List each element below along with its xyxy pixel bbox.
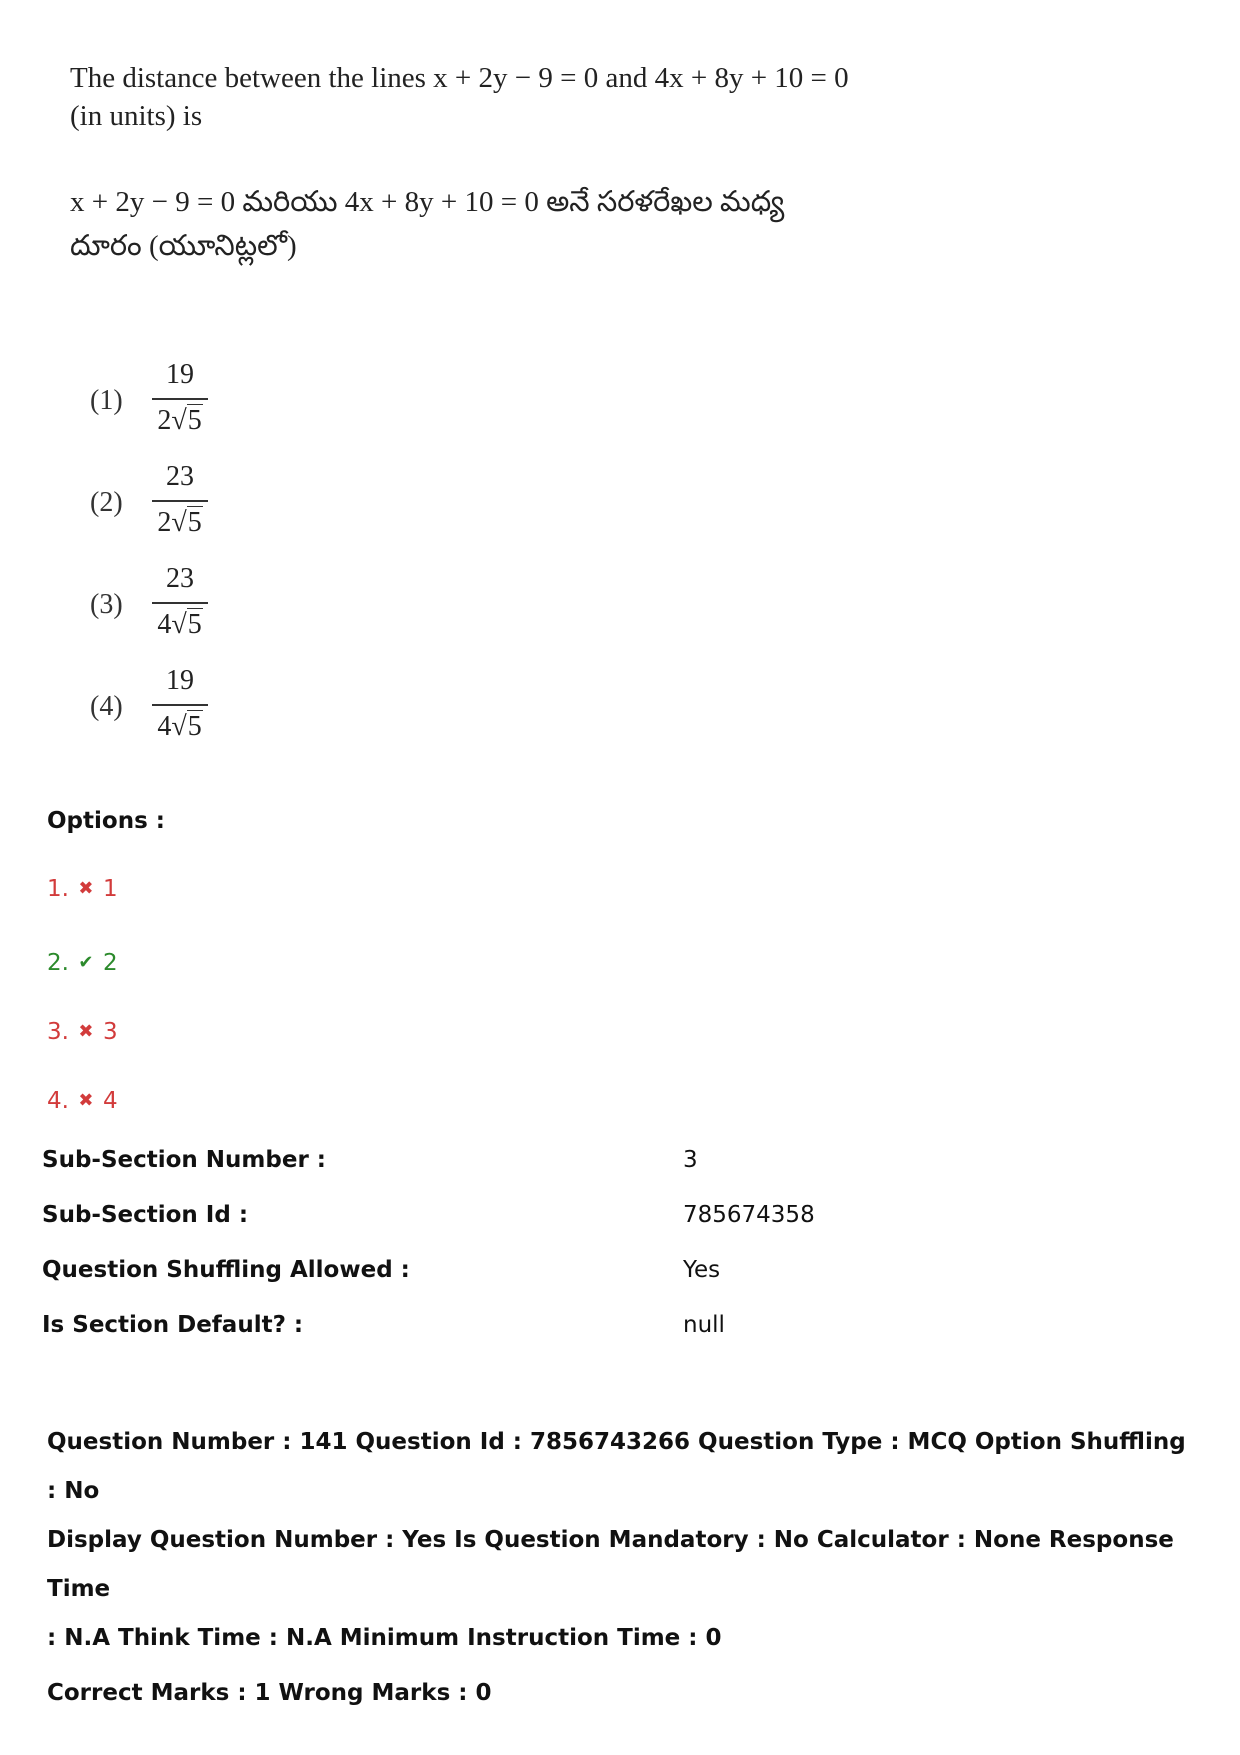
fraction-numerator: 19 [166, 665, 194, 696]
subsection-number-label: Sub-Section Number : [42, 1147, 327, 1173]
fraction-denominator: 4√5 [157, 711, 202, 742]
subsection-id-value: 785674358 [683, 1202, 815, 1228]
question-info-line3: : N.A Think Time : N.A Minimum Instruction Time : 0 [47, 1625, 722, 1651]
fraction-bar [152, 602, 208, 604]
option-row-3 [47, 1019, 118, 1045]
option-row-1 [47, 876, 118, 902]
options-heading: Options : [47, 808, 165, 834]
coef: 2 [157, 405, 172, 436]
option-number: 1. [47, 876, 69, 902]
fraction-denominator: 2√5 [157, 507, 202, 538]
fraction-numerator: 19 [166, 359, 194, 390]
coef: 2 [157, 507, 172, 538]
choice-fraction [152, 562, 208, 642]
option-row-2 [47, 950, 118, 976]
question-text-telugu-line2: దూరం (యూనిట్లలో) [70, 230, 297, 262]
checkmark-icon: ✔ [78, 952, 94, 973]
fraction-numerator: 23 [166, 563, 194, 594]
option-value: 4 [102, 1088, 118, 1114]
fraction-denominator: 4√5 [157, 609, 202, 640]
radicand: 5 [187, 711, 202, 742]
option-number: 3. [47, 1019, 69, 1045]
choice-label: (1) [90, 385, 123, 416]
choice-label: (2) [90, 487, 123, 518]
choice-fraction [152, 358, 208, 438]
cross-icon: ✖ [78, 1021, 94, 1042]
option-value: 2 [102, 950, 118, 976]
question-text-english-line2: (in units) is [70, 100, 203, 132]
choice-fraction [152, 460, 208, 540]
coef: 4 [157, 711, 172, 742]
choice-fraction [152, 664, 208, 744]
cross-icon: ✖ [78, 878, 94, 899]
fraction-numerator: 23 [166, 461, 194, 492]
fraction-denominator: 2√5 [157, 405, 202, 436]
question-text-telugu-line1: x + 2y − 9 = 0 మరియు 4x + 8y + 10 = 0 అనే సరళరేఖల మధ్య [70, 186, 785, 218]
radicand: 5 [187, 609, 202, 640]
fraction-bar [152, 500, 208, 502]
choice-label: (4) [90, 691, 123, 722]
option-value: 1 [102, 876, 118, 902]
question-marks: Correct Marks : 1 Wrong Marks : 0 [47, 1680, 492, 1706]
radicand: 5 [187, 507, 202, 538]
subsection-id-label: Sub-Section Id : [42, 1202, 249, 1228]
cross-icon: ✖ [78, 1090, 94, 1111]
section-default-value: null [683, 1312, 725, 1338]
question-info-line2: Display Question Number : Yes Is Question Mandatory : No Calculator : None Response Time [47, 1527, 1174, 1602]
section-default-label: Is Section Default? : [42, 1312, 304, 1338]
question-info [47, 1418, 1197, 1718]
fraction-bar [152, 704, 208, 706]
fraction-bar [152, 398, 208, 400]
question-shuffling-value: Yes [683, 1257, 721, 1283]
subsection-number-value: 3 [683, 1147, 698, 1173]
question-info-line1: Question Number : 141 Question Id : 7856743266 Question Type : MCQ Option Shuffling : No [47, 1429, 1186, 1504]
question-text-english-line1: The distance between the lines x + 2y − 9 = 0 and 4x + 8y + 10 = 0 [70, 62, 849, 94]
radicand: 5 [187, 405, 202, 436]
coef: 4 [157, 609, 172, 640]
question-shuffling-label: Question Shuffling Allowed : [42, 1257, 410, 1283]
option-row-4 [47, 1088, 118, 1114]
choice-label: (3) [90, 589, 123, 620]
option-number: 2. [47, 950, 69, 976]
option-number: 4. [47, 1088, 69, 1114]
option-value: 3 [102, 1019, 118, 1045]
